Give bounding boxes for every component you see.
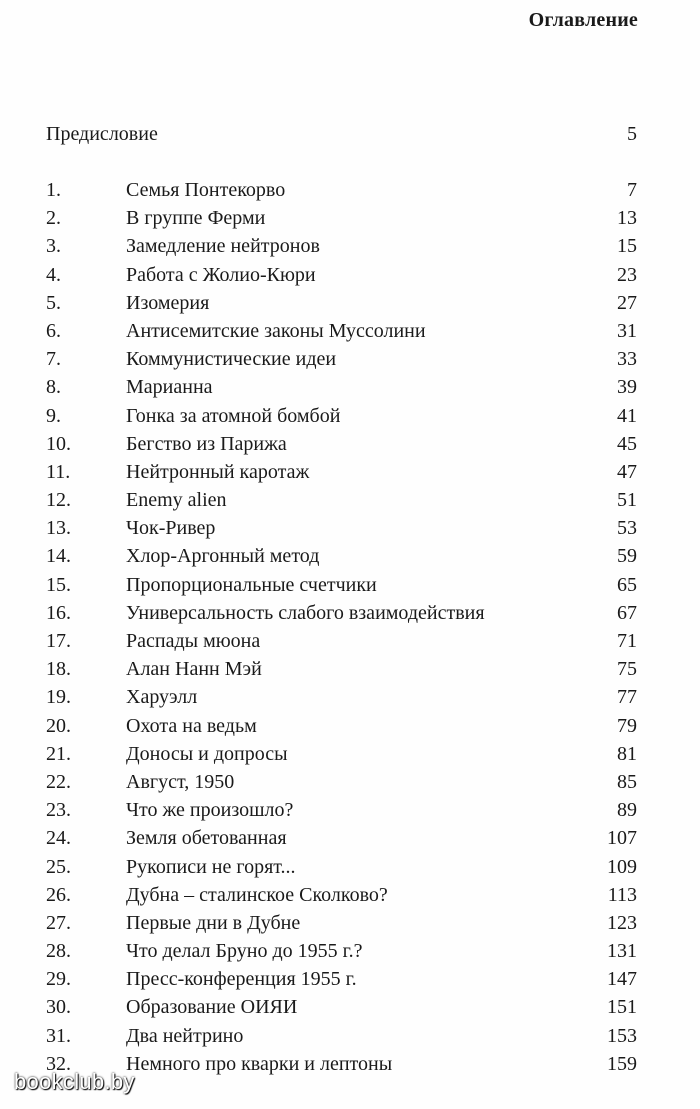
chapter-page-number: 147 xyxy=(607,968,637,991)
chapter-number: 19. xyxy=(46,686,71,709)
preface-title: Предисловие xyxy=(46,123,158,145)
chapter-title: Дубна – сталинское Сколково? xyxy=(126,883,388,906)
chapter-number: 22. xyxy=(46,770,71,793)
toc-entry xyxy=(46,995,637,1023)
chapter-number: 29. xyxy=(46,968,71,991)
toc-entry xyxy=(46,460,637,488)
chapter-title: Образование ОИЯИ xyxy=(126,996,298,1019)
toc-entry xyxy=(46,432,637,460)
chapter-number: 32. xyxy=(46,1052,71,1075)
chapter-title: Семья Понтекорво xyxy=(126,179,286,201)
chapter-number: 20. xyxy=(46,714,71,737)
chapter-number: 3. xyxy=(46,235,61,258)
chapter-title: Охота на ведьм xyxy=(126,714,257,737)
toc-entry xyxy=(46,375,637,403)
toc-entry xyxy=(46,911,637,939)
chapter-page-number: 75 xyxy=(617,658,637,681)
chapter-title: Что делал Бруно до 1955 г.? xyxy=(126,940,363,963)
chapter-number: 15. xyxy=(46,573,71,596)
chapter-title: Август, 1950 xyxy=(126,770,235,793)
chapter-page-number: 81 xyxy=(617,742,637,765)
chapter-page-number: 107 xyxy=(607,827,637,850)
chapter-title: Хлор-Аргонный метод xyxy=(126,545,320,568)
chapter-number: 11. xyxy=(46,460,71,483)
chapter-number: 12. xyxy=(46,489,71,512)
toc-entry xyxy=(46,883,637,911)
preface-page-number: 5 xyxy=(627,123,637,145)
chapter-number: 16. xyxy=(46,601,71,624)
toc-entry xyxy=(46,488,637,516)
chapter-number: 2. xyxy=(46,207,61,230)
chapter-page-number: 53 xyxy=(617,517,637,540)
chapter-title: Пропорциональные счетчики xyxy=(126,573,377,596)
chapter-number: 10. xyxy=(46,432,71,455)
chapter-title: Пресс-конференция 1955 г. xyxy=(126,968,357,991)
chapter-page-number: 71 xyxy=(617,630,637,652)
chapter-page-number: 131 xyxy=(607,940,637,963)
chapter-number: 14. xyxy=(46,545,71,568)
toc-entry xyxy=(46,657,637,685)
chapter-title: Доносы и допросы xyxy=(126,742,288,765)
chapter-title: Работа с Жолио-Кюри xyxy=(126,263,316,286)
toc-list xyxy=(46,178,637,1080)
chapter-title: Нейтронный каротаж xyxy=(126,460,310,483)
chapter-page-number: 85 xyxy=(617,770,637,793)
chapter-page-number: 45 xyxy=(617,432,637,455)
chapter-number: 25. xyxy=(46,855,71,878)
chapter-title: Чок-Ривер xyxy=(126,517,216,540)
chapter-title: Гонка за атомной бомбой xyxy=(126,404,341,427)
chapter-page-number: 23 xyxy=(617,263,637,286)
chapter-page-number: 41 xyxy=(617,404,637,427)
toc-entry xyxy=(46,629,637,657)
chapter-number: 18. xyxy=(46,658,71,681)
toc-entry xyxy=(46,742,637,770)
chapter-number: 24. xyxy=(46,827,71,850)
toc-entry xyxy=(46,826,637,854)
toc-entry xyxy=(46,770,637,798)
chapter-page-number: 77 xyxy=(617,686,637,709)
chapter-page-number: 15 xyxy=(617,235,637,258)
toc-entry xyxy=(46,544,637,572)
toc-entry xyxy=(46,573,637,601)
toc-entry xyxy=(46,855,637,883)
chapter-page-number: 109 xyxy=(607,855,637,878)
chapter-page-number: 31 xyxy=(617,319,637,342)
chapter-page-number: 123 xyxy=(607,911,637,934)
chapter-title: Первые дни в Дубне xyxy=(126,911,301,934)
chapter-number: 9. xyxy=(46,404,61,427)
chapter-page-number: 65 xyxy=(617,573,637,596)
chapter-number: 27. xyxy=(46,911,71,934)
chapter-title: Немного про кварки и лептоны xyxy=(126,1052,393,1075)
toc-entry xyxy=(46,347,637,375)
chapter-page-number: 33 xyxy=(617,348,637,371)
chapter-number: 23. xyxy=(46,799,71,822)
toc-entry xyxy=(46,1024,637,1052)
chapter-title: Алан Нанн Мэй xyxy=(126,658,262,681)
chapter-title: Земля обетованная xyxy=(126,827,287,850)
toc-entry xyxy=(46,263,637,291)
chapter-number: 30. xyxy=(46,996,71,1019)
chapter-title: В группе Ферми xyxy=(126,207,266,230)
chapter-title: Enemy alien xyxy=(126,489,227,512)
toc-entry xyxy=(46,714,637,742)
chapter-page-number: 59 xyxy=(617,545,637,568)
toc-entry xyxy=(46,178,637,206)
toc-entry xyxy=(46,319,637,347)
chapter-number: 28. xyxy=(46,940,71,963)
chapter-title: Антисемитские законы Муссолини xyxy=(126,319,426,342)
toc-entry xyxy=(46,601,637,629)
chapter-title: Замедление нейтронов xyxy=(126,235,320,258)
chapter-number: 6. xyxy=(46,319,61,342)
toc-entry xyxy=(46,234,637,262)
chapter-page-number: 51 xyxy=(617,489,637,512)
chapter-number: 21. xyxy=(46,742,71,765)
toc-preface-row xyxy=(46,123,637,147)
chapter-title: Изомерия xyxy=(126,291,210,314)
chapter-number: 17. xyxy=(46,630,71,652)
chapter-number: 5. xyxy=(46,291,61,314)
chapter-page-number: 89 xyxy=(617,799,637,822)
chapter-page-number: 27 xyxy=(617,291,637,314)
chapter-page-number: 113 xyxy=(607,883,637,906)
toc-entry xyxy=(46,206,637,234)
chapter-title: Бегство из Парижа xyxy=(126,432,287,455)
chapter-page-number: 79 xyxy=(617,714,637,737)
chapter-page-number: 67 xyxy=(617,601,637,624)
chapter-page-number: 39 xyxy=(617,376,637,399)
chapter-page-number: 159 xyxy=(607,1052,637,1075)
chapter-page-number: 153 xyxy=(607,1024,637,1047)
chapter-page-number: 151 xyxy=(607,996,637,1019)
chapter-number: 31. xyxy=(46,1024,71,1047)
toc-entry xyxy=(46,291,637,319)
toc-entry xyxy=(46,798,637,826)
chapter-title: Распады мюона xyxy=(126,630,261,652)
chapter-page-number: 13 xyxy=(617,207,637,230)
toc-entry xyxy=(46,967,637,995)
chapter-title: Коммунистические идеи xyxy=(126,348,337,371)
toc-entry xyxy=(46,939,637,967)
chapter-number: 1. xyxy=(46,179,61,201)
chapter-title: Харуэлл xyxy=(126,686,198,709)
chapter-number: 4. xyxy=(46,263,61,286)
chapter-page-number: 7 xyxy=(627,179,637,201)
chapter-number: 8. xyxy=(46,376,61,399)
chapter-number: 26. xyxy=(46,883,71,906)
toc-entry xyxy=(46,516,637,544)
chapter-title: Марианна xyxy=(126,376,213,399)
chapter-title: Что же произошло? xyxy=(126,799,294,822)
chapter-number: 13. xyxy=(46,517,71,540)
chapter-number: 7. xyxy=(46,348,61,371)
chapter-title: Два нейтрино xyxy=(126,1024,244,1047)
toc-entry xyxy=(46,404,637,432)
toc-entry xyxy=(46,685,637,713)
watermark: bookclub.by xyxy=(14,1069,135,1094)
chapter-page-number: 47 xyxy=(617,460,637,483)
page-heading: Оглавление xyxy=(528,9,638,31)
chapter-title: Рукописи не горят... xyxy=(126,855,296,878)
chapter-title: Универсальность слабого взаимодействия xyxy=(126,601,485,624)
